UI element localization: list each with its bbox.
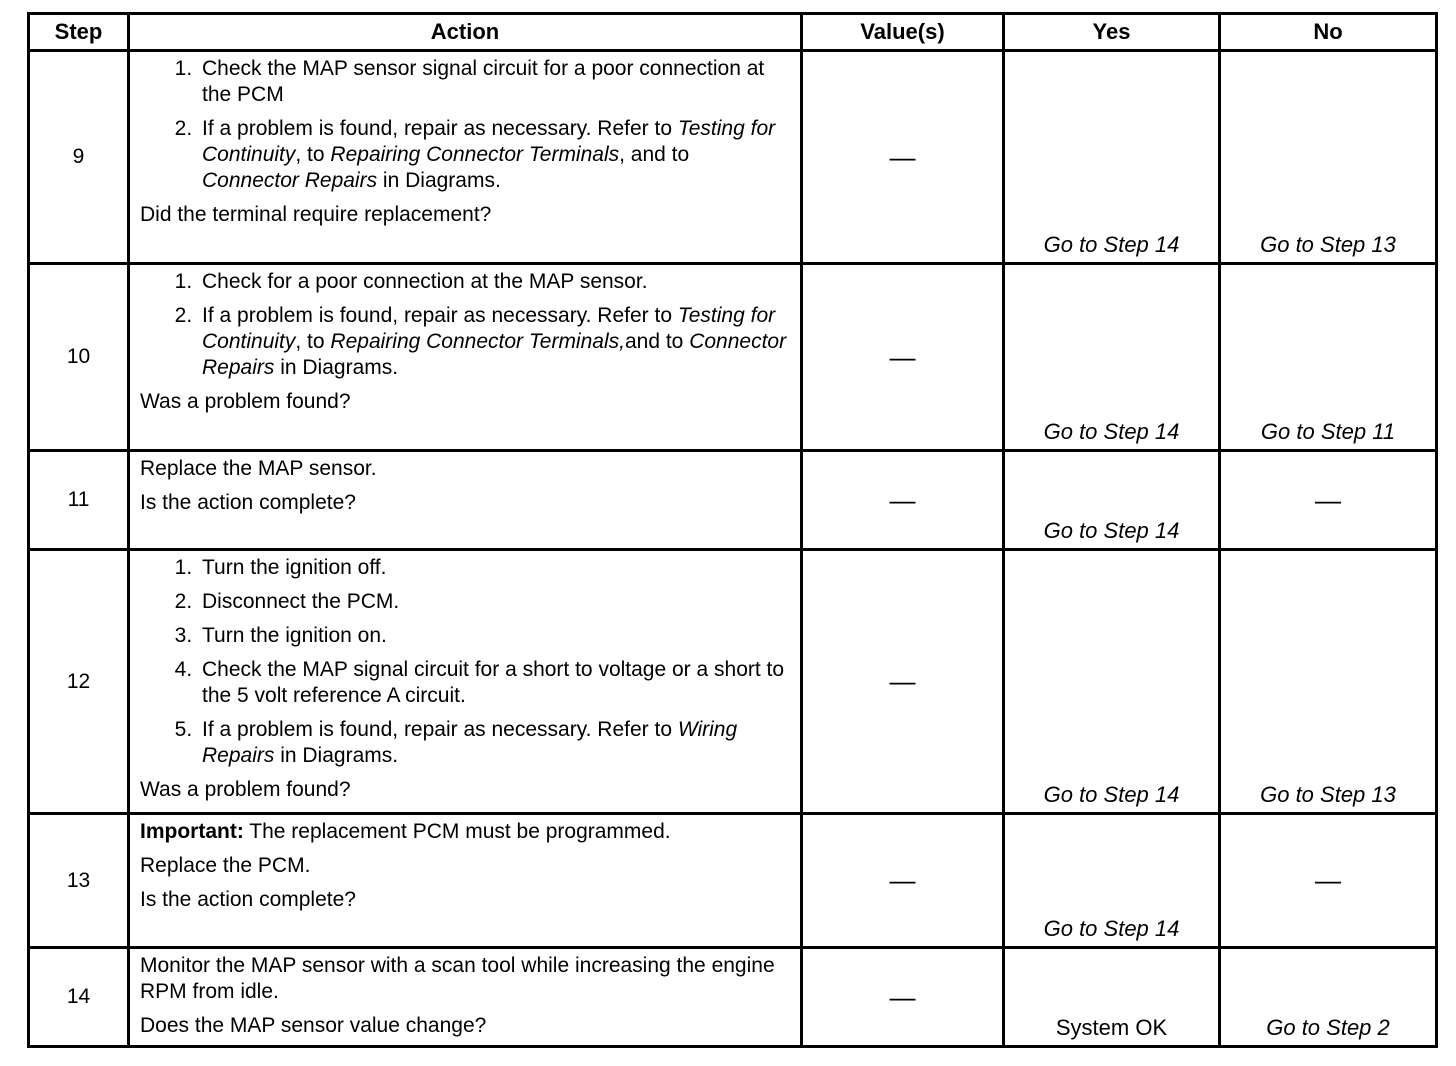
yes-link[interactable]: Go to Step 14	[1004, 451, 1220, 550]
table-row-step-10	[29, 264, 1437, 451]
action-cell	[129, 550, 802, 814]
yes-result: System OK	[1004, 948, 1220, 1047]
step-number: 11	[29, 451, 129, 550]
value-cell: —	[802, 948, 1004, 1047]
table-row-step-11	[29, 451, 1437, 550]
action-cell	[129, 814, 802, 948]
important-note: Important: The replacement PCM must be programmed.	[140, 820, 671, 843]
action-cell	[129, 451, 802, 550]
header-action: Action	[129, 14, 802, 51]
yes-link[interactable]: Go to Step 14	[1004, 51, 1220, 264]
value-cell: —	[802, 51, 1004, 264]
action-text: Replace the MAP sensor.	[140, 457, 377, 480]
step-number: 12	[29, 550, 129, 814]
step-number: 14	[29, 948, 129, 1047]
action-item: 1. Turn the ignition off.	[198, 555, 790, 581]
value-cell: —	[802, 451, 1004, 550]
action-question: Was a problem found?	[140, 390, 351, 413]
action-list	[140, 269, 790, 381]
action-question: Does the MAP sensor value change?	[140, 1014, 487, 1037]
header-values: Value(s)	[802, 14, 1004, 51]
value-cell: —	[802, 550, 1004, 814]
header-no: No	[1220, 14, 1437, 51]
table-row-step-9	[29, 51, 1437, 264]
value-cell: —	[802, 814, 1004, 948]
action-question: Did the terminal require replacement?	[140, 203, 492, 226]
header-yes: Yes	[1004, 14, 1220, 51]
yes-link[interactable]: Go to Step 14	[1004, 264, 1220, 451]
no-link[interactable]: Go to Step 11	[1220, 264, 1437, 451]
action-cell	[129, 51, 802, 264]
step-number: 10	[29, 264, 129, 451]
step-number: 9	[29, 51, 129, 264]
action-item: 2. If a problem is found, repair as necessary. Refer to Testing for Continuity, to Repairing Connector Terminals, and to Connector Repairs in Diagrams.	[198, 116, 790, 194]
action-item: 2. If a problem is found, repair as necessary. Refer to Testing for Continuity, to Repairing Connector Terminals,and to Connector Repairs in Diagrams.	[198, 303, 790, 381]
action-item: 2. Disconnect the PCM.	[198, 589, 790, 615]
no-value: —	[1220, 814, 1437, 948]
action-text: Monitor the MAP sensor with a scan tool while increasing the engine RPM from idle.	[140, 954, 775, 1003]
action-question: Was a problem found?	[140, 778, 351, 801]
action-list	[140, 56, 790, 194]
action-cell	[129, 264, 802, 451]
header-step: Step	[29, 14, 129, 51]
action-item: 5. If a problem is found, repair as necessary. Refer to Wiring Repairs in Diagrams.	[198, 717, 790, 769]
action-item: 4. Check the MAP signal circuit for a short to voltage or a short to the 5 volt reference A circuit.	[198, 657, 790, 709]
yes-link[interactable]: Go to Step 14	[1004, 814, 1220, 948]
no-value: —	[1220, 451, 1437, 550]
action-item: 1. Check for a poor connection at the MAP sensor.	[198, 269, 790, 295]
action-list	[140, 555, 790, 769]
yes-link[interactable]: Go to Step 14	[1004, 550, 1220, 814]
no-link[interactable]: Go to Step 13	[1220, 51, 1437, 264]
no-link[interactable]: Go to Step 2	[1220, 948, 1437, 1047]
action-cell	[129, 948, 802, 1047]
action-item: 1. Check the MAP sensor signal circuit for a poor connection at the PCM	[198, 56, 790, 108]
action-question: Is the action complete?	[140, 888, 356, 911]
action-item: 3. Turn the ignition on.	[198, 623, 790, 649]
action-question: Is the action complete?	[140, 491, 356, 514]
table-row-step-12	[29, 550, 1437, 814]
important-label: Important:	[140, 820, 244, 843]
no-link[interactable]: Go to Step 13	[1220, 550, 1437, 814]
header-row	[29, 14, 1437, 51]
value-cell: —	[802, 264, 1004, 451]
action-text: Replace the PCM.	[140, 854, 311, 877]
table-row-step-14	[29, 948, 1437, 1047]
step-number: 13	[29, 814, 129, 948]
diagnostic-table	[27, 12, 1438, 1048]
table-row-step-13	[29, 814, 1437, 948]
